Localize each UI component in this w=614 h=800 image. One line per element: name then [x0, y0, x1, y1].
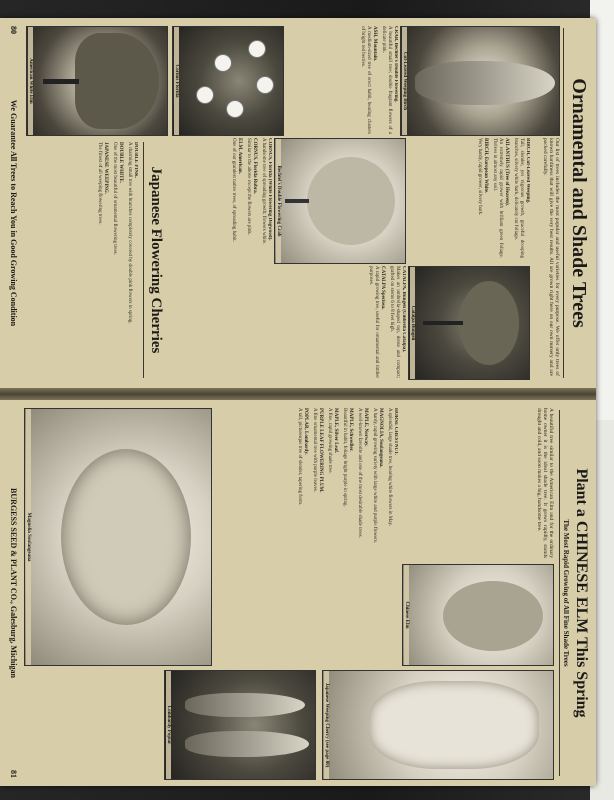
- entry-text: Tall, slender, yet vigorous growth, graceful drooping branches, silvery white bark, delicately cut foliage.: [513, 138, 524, 258]
- photo-caption: Cut-Leaved Weeping Birch: [402, 27, 407, 135]
- entry-text: A splendid, large shade tree, bearing white flowers in May.: [387, 408, 392, 526]
- photo-chinese-elm: [402, 564, 554, 666]
- entry-text: One of the most beautiful of ornamental flowering trees.: [112, 142, 117, 255]
- entry-text: Beautiful in habit, foliage bright purple in spring.: [342, 408, 347, 507]
- entry-name: POPLAR, Lombardy.: [303, 408, 308, 455]
- entry-name: PURPLE LEAF FLOWERING PLUM.: [318, 408, 323, 493]
- entry-text: A well-known favorite and one of the most desirable shade trees.: [357, 408, 362, 538]
- entry-name: MAGNOLIA, Soulangeana.: [378, 408, 383, 468]
- entry-text: A hardy, rapid growing variety with large white and purple flowers.: [372, 408, 377, 544]
- entry-text: A tall, picturesque tree of slender, tapering form.: [297, 408, 302, 506]
- entry-text: A fine ornamental tree with purple leaves.: [312, 408, 317, 492]
- catalog-spread: [0, 18, 596, 786]
- photo-caption: Magnolia Soulangeana: [26, 409, 31, 665]
- entry-name: JAPANESE WEEPING.: [103, 142, 108, 195]
- left-page-title: Ornamental and Shade Trees: [568, 78, 590, 328]
- photo-caption: Japanese Weeping Cherry (see page 80): [324, 671, 329, 779]
- right-entries-extra: [26, 670, 160, 778]
- entry-name: HORSE CHESTNUT.: [393, 408, 398, 456]
- entry-name: AILANTHUS (Tree of Heaven).: [504, 138, 509, 206]
- entries-column-c: [296, 266, 406, 378]
- entry-name: ELM, American.: [237, 138, 242, 174]
- center-gutter: [0, 388, 596, 400]
- entry-text: A charming small tree with branches completely covered by double pink flowers in spring.: [127, 142, 132, 324]
- left-page-number: 80: [9, 26, 18, 34]
- entry-text: A beautiful small tree; double fragrant flowers of a delicate pink.: [381, 26, 392, 134]
- entry-name: CORNUS, Florida (White Flowering Dogwood).: [267, 138, 272, 241]
- entry-text: A medium-sized tree of erect habit, bearing clusters of bright red berries.: [360, 26, 371, 134]
- left-page: [0, 18, 596, 389]
- photo-caption: Chinese Elm: [404, 565, 409, 665]
- right-page-title: Plant a CHINESE ELM This Spring: [573, 468, 590, 718]
- entry-name: CORNUS, Florida Rubra.: [252, 138, 257, 194]
- entry-text: One of our grandest native trees, of spreading habit.: [231, 138, 236, 242]
- right-page: [0, 400, 596, 786]
- entry-name: MAPLE, Schwedler.: [348, 408, 353, 452]
- photo-caption: Bechtel's Double Flowering Crab: [276, 139, 281, 263]
- photo-caption: Cornus Florida: [174, 27, 179, 135]
- entry-name: MAPLE, Norway.: [363, 408, 368, 447]
- entry-name: BIRCH, Cut-Leaved Weeping.: [525, 138, 530, 204]
- entry-name: DOUBLE PINK.: [133, 142, 138, 179]
- cherries-title: Japanese Flowering Cherries: [148, 166, 164, 354]
- entry-text: Very hardy, rapid grower, silvery bark.: [477, 138, 482, 216]
- photo-lombardy-poplar: [164, 670, 316, 780]
- photo-flowering-crab: [274, 138, 406, 264]
- entry-text: A handsome tree of spreading growth; flowers white.: [261, 138, 266, 245]
- entry-name: BIRCH, European White.: [483, 138, 488, 194]
- entry-name: CRAB, Bechtel's Double Flowering.: [393, 26, 398, 103]
- right-page-number: 81: [9, 770, 18, 778]
- entry-text: Makes an umbrella-shaped top, dense and compact; grafted on stems 6 to 8 feet high.: [389, 266, 400, 378]
- entries-column-a: [410, 138, 530, 258]
- elm-description: A beautiful tree similar to the American Elm and for the ordinary home owner it is the ideal shade tree. It grows rapidly, stands drought and cold, and soon makes a big, handsome tree.: [536, 408, 554, 558]
- right-page-footer: BURGESS SEED & PLANT CO., Galesburg, Michigan: [9, 488, 18, 678]
- entry-name: DOUBLE WHITE.: [118, 142, 123, 184]
- photo-caption: Catalpa Bungeii: [410, 267, 415, 379]
- right-title-rule: [559, 410, 560, 776]
- left-page-footer: We Guarantee All Trees to Reach You in Good Growing Condition: [9, 99, 18, 327]
- photo-magnolia-soulangeana: [24, 408, 212, 666]
- entry-name: CATALPA, Bungeii (Umbrella Catalpa).: [401, 266, 406, 353]
- entry-text: A rapid growing tree, useful for ornamental and timber purposes.: [368, 266, 379, 378]
- cherries-entries: [28, 142, 138, 378]
- entry-name: ASH, Mountain.: [372, 26, 377, 62]
- entries-column-d: [174, 138, 272, 378]
- photo-american-elm: [26, 26, 168, 136]
- cherries-rule: [143, 142, 144, 378]
- photo-caption: American White Elm: [28, 27, 33, 135]
- photo-cornus-florida: [172, 26, 284, 136]
- photo-weeping-birch: [400, 26, 560, 136]
- photo-caption: Lombardy Poplar: [166, 671, 171, 779]
- entry-text: The finest of all weeping flowering trees.: [97, 142, 102, 225]
- right-page-subtitle: The Most Rapid Growing of All Fine Shade Trees: [562, 519, 570, 667]
- entry-text: Similar to the above except the flowers are pink.: [246, 138, 251, 236]
- left-intro: Our list of trees includes the most popular and useful varieties for every purpose. We offer only trees of known hardiness that will give the very best results. All are grown right here on our own nursery and are packed carefully.: [542, 138, 560, 376]
- entries-column-b: [288, 26, 398, 134]
- photo-japanese-weeping-cherry: [322, 670, 554, 780]
- right-entries: [218, 408, 398, 664]
- entry-text: An extremely rapid grower with brilliant green foliage. Thrives in almost any soil.: [492, 138, 503, 258]
- entry-name: CATALPA Speciosa.: [380, 266, 385, 310]
- title-rule: [563, 28, 564, 378]
- photo-catalpa-bungeii: [408, 266, 530, 380]
- entry-text: A fine, rapid growing shade tree.: [327, 408, 332, 474]
- entry-name: MAPLE, Silver Leaf.: [333, 408, 338, 454]
